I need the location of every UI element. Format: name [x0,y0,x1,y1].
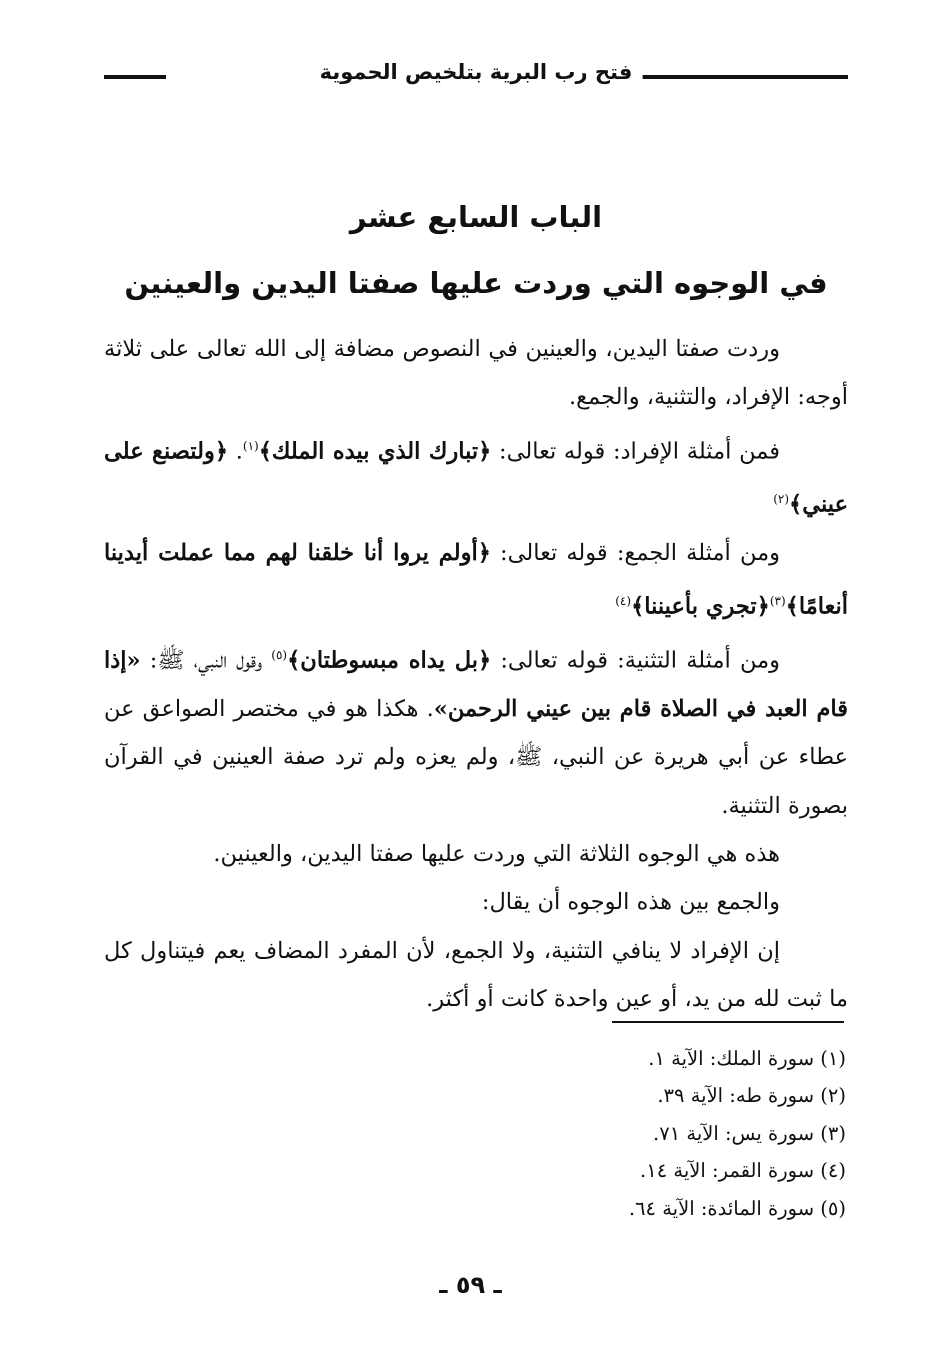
footnote-item: (٣) سورة يس: الآية ٧١. [653,1121,846,1145]
examples-intro-plural: ومن أمثلة الجمع: قوله تعالى: [490,540,780,567]
footnote-item: (٥) سورة المائدة: الآية ٦٤. [628,1196,846,1220]
prophet-saying-intro: وقول النبي، ﷺ: [140,647,272,674]
source-note: . هكذا هو في مختصر الصواعق عن عطاء عن أبي هريرة عن النبي، ﷺ، ولم يعزه ولم ترد صفة العينين في القرآن بصورة التثنية. [104,696,848,819]
hadith-quote: «إذا قام العبد في الصلاة قام بين عيني الرحمن» [104,647,848,723]
examples-intro-singular: فمن أمثلة الإفراد: قوله تعالى: [491,438,780,465]
footnote-ref: (١) [242,438,259,453]
paragraph-plural-examples [104,529,848,631]
paragraph-summary: هذه هي الوجوه الثلاثة التي وردت عليها صفتا اليدين، والعينين. [213,840,780,867]
separator: . [228,438,243,465]
chapter-subtitle: في الوجوه التي وردت عليها صفتا اليدين والعينين [124,266,828,300]
running-header [104,56,848,96]
footnotes [104,1040,846,1227]
quran-quote: ﴿تجري بأعيننا﴾ [631,593,770,620]
footnote-item: (٢) سورة طه: الآية ٣٩. [657,1084,846,1108]
footnote-ref: (٤) [615,594,632,609]
header-rule-left [104,75,166,79]
footnote-ref: (٥) [271,648,288,663]
footnote-item: (١) سورة الملك: الآية ١. [648,1047,846,1070]
paragraph-intro: وردت صفتا اليدين، والعينين في النصوص مضافة إلى الله تعالى على ثلاثة أوجه: الإفراد، والتثنية، والجمع. [104,336,848,411]
footnote-separator [612,1021,844,1023]
quran-quote: ﴿أولم يروا أنا خلقنا لهم مما عملت أيدينا أنعامًا﴾ [104,540,848,620]
examples-intro-dual: ومن أمثلة التثنية: قوله تعالى: [491,647,781,674]
footnote-ref: (٢) [773,492,790,507]
paragraph-reconcile-intro: والجمع بين هذه الوجوه أن يقال: [481,889,780,916]
paragraph-singular-examples [104,422,848,530]
paragraph-reconcile: إن الإفراد لا ينافي التثنية، ولا الجمع، لأن المفرد المضاف يعم فيتناول كل ما ثبت لله من يد، أو عين واحدة كانت أو أكثر. [104,937,848,1012]
paragraph-dual-examples [104,631,848,830]
quran-quote: ﴿ولتصنع على عيني﴾ [104,438,848,518]
quran-quote: ﴿تبارك الذي بيده الملك﴾ [258,438,492,465]
main-text [104,325,848,1023]
running-title: فتح رب البرية بتلخيص الحموية [310,60,643,84]
quran-quote: ﴿بل يداه مبسوطتان﴾ [287,647,492,674]
chapter-title: الباب السابع عشر [349,200,603,234]
page-number: ـ ٥٩ ـ [439,1271,502,1299]
footnote-item: (٤) سورة القمر: الآية ١٤. [640,1159,846,1183]
footnote-ref: (٣) [769,594,786,609]
